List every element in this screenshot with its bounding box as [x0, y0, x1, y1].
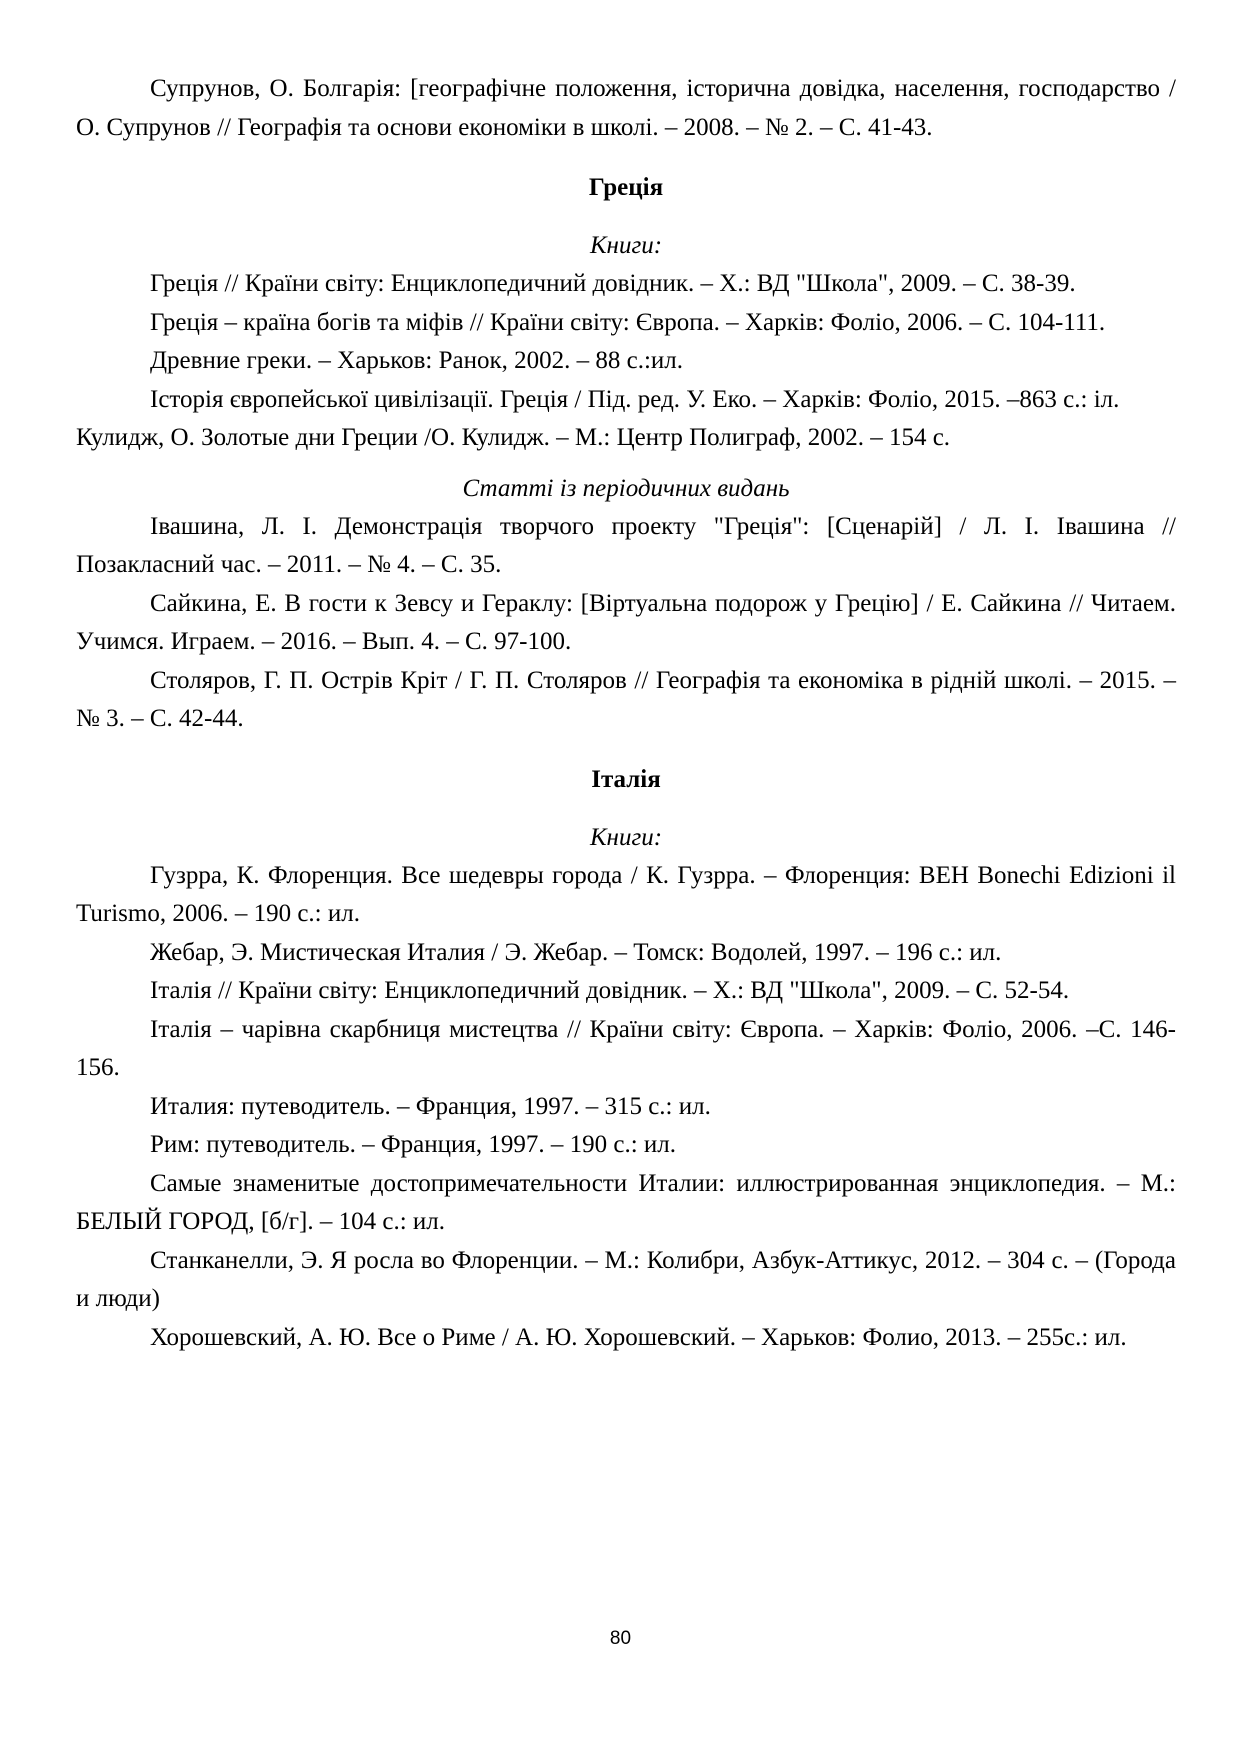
- bibliography-entry: Італія – чарівна скарбниця мистецтва // Країни світу: Європа. – Харків: Фоліо, 2006. –С. 146-156.: [76, 1015, 1176, 1081]
- bibliography-entry: Греція // Країни світу: Енциклопедичний довідник. – Х.: ВД "Школа", 2009. – С. 38-39.: [150, 270, 1076, 297]
- bibliography-entry: Італія // Країни світу: Енциклопедичний довідник. – Х.: ВД "Школа", 2009. – С. 52-54.: [150, 977, 1070, 1004]
- page-number: 80: [609, 1628, 632, 1649]
- bibliography-entry: Кулидж, О. Золотые дни Греции /О. Кулидж. – М.: Центр Полиграф, 2002. – 154 с.: [76, 424, 951, 451]
- bibliography-entry: Історія європейської цивілізації. Греція / Під. ред. У. Еко. – Харків: Фоліо, 2015. –863 с.: іл.: [150, 385, 1120, 413]
- bibliography-entry: Греція – країна богів та міфів // Країни світу: Європа. – Харків: Фоліо, 2006. – С. 104-111.: [150, 308, 1106, 336]
- bibliography-entry: Древние греки. – Харьков: Ранок, 2002. – 88 с.:ил.: [150, 347, 684, 374]
- subheading-books-greece: Книги:: [589, 232, 663, 259]
- bibliography-entry: Хорошевский, А. Ю. Все о Риме / А. Ю. Хорошевский. – Харьков: Фолио, 2013. – 255с.: ил.: [150, 1323, 1127, 1351]
- subheading-articles-greece: Статті із періодичних видань: [462, 474, 790, 502]
- section-heading-italy: Італія: [591, 765, 661, 793]
- bibliography-entry: Столяров, Г. П. Острів Кріт / Г. П. Столяров // Географія та економіка в рідній школі. – 2015. – № 3. – С. 42-44.: [76, 666, 1176, 732]
- bibliography-entry: Самые знаменитые достопримечательности Италии: иллюстрированная энциклопедия. – М.: БЕЛЫЙ ГОРОД, [б/г]. – 104 с.: ил.: [76, 1169, 1176, 1235]
- bibliography-entry: Жебар, Э. Мистическая Италия / Э. Жебар. – Томск: Водолей, 1997. – 196 с.: ил.: [150, 938, 1002, 966]
- subheading-books-italy: Книги:: [589, 823, 663, 851]
- document-page: [76, 70, 1176, 1357]
- bibliography-entry: Гузрра, К. Флоренция. Все шедевры города / К. Гузрра. – Флоренция: BEH Bonechi Edizioni il Turismo, 2006. – 190 с.: ил.: [76, 861, 1176, 927]
- bibliography-entry: Рим: путеводитель. – Франция, 1997. – 190 с.: ил.: [150, 1131, 676, 1158]
- bibliography-entry: Івашина, Л. І. Демонстрація творчого проекту "Греція": [Сценарій] / Л. І. Івашина // Позакласний час. – 2011. – № 4. – С. 35.: [76, 512, 1176, 578]
- bibliography-entry: Супрунов, О. Болгарія: [географічне положення, історична довідка, населення, господарство / О. Супрунов // Географія та основи економіки в школі. – 2008. – № 2. – С. 41-43.: [76, 75, 1176, 141]
- bibliography-entry: Станканелли, Э. Я росла во Флоренции. – М.: Колибри, Азбук-Аттикус, 2012. – 304 с. – (Города и люди): [76, 1246, 1176, 1312]
- section-heading-greece: Греція: [588, 174, 664, 201]
- bibliography-entry: Сайкина, Е. В гости к Зевсу и Гераклу: [Віртуальна подорож у Грецію] / Е. Сайкина // Читаем. Учимся. Играем. – 2016. – Вып. 4. – С. 97-100.: [76, 589, 1176, 655]
- bibliography-entry: Италия: путеводитель. – Франция, 1997. – 315 с.: ил.: [150, 1092, 711, 1120]
